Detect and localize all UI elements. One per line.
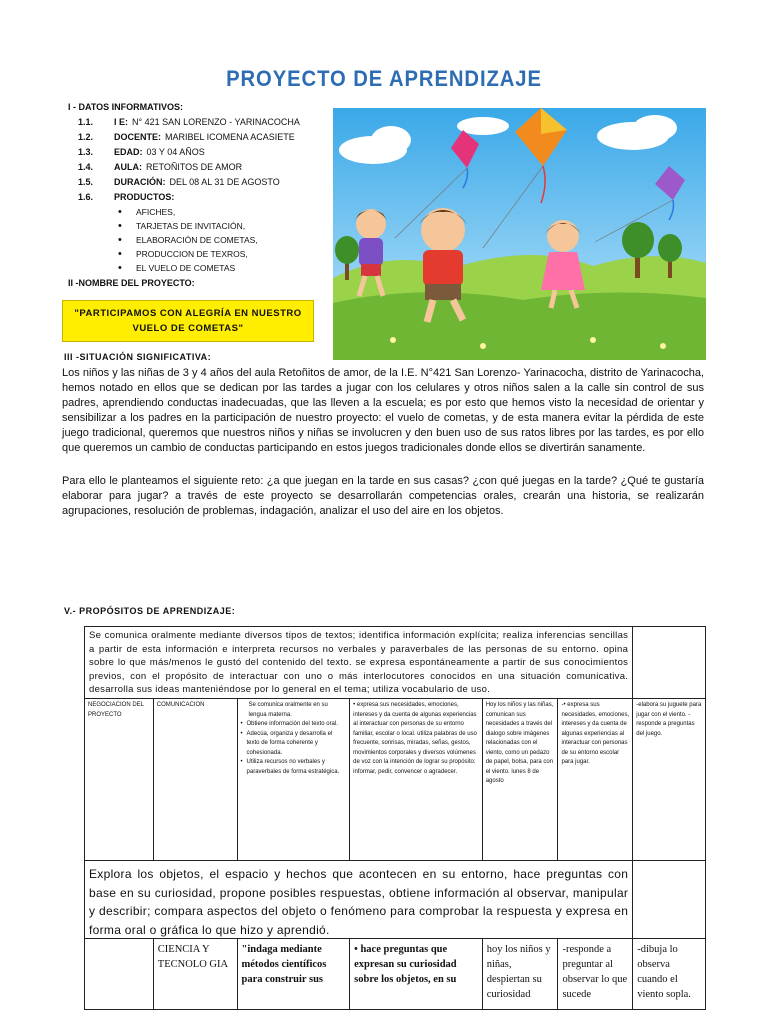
info-label: EDAD: (114, 147, 143, 157)
table-cell-desempeno: • expresa sus necesidades, emociones, intereses y da cuenta de algunas experiencias al interactuar con personas de su entorno familiar, escolar o local. utiliza palabras de uso frecuente, sonrisas, miradas, señas, gestos, movimientos corporales y diversos volúmenes de voz con la intención de lograr su propósito: informar, pedir, convencer o agradecer. (350, 699, 483, 860)
info-label: PRODUCTOS: (114, 192, 175, 202)
capacidad-item: • Adecúa, organiza y desarrolla el texto de forma coherente y cohesionada. (241, 730, 347, 759)
producto-item: • AFICHES, (114, 205, 338, 219)
info-num: 1.5. (78, 177, 94, 187)
capacidad-item: • Utiliza recursos no verbales y paraverbales de forma estratégica. (241, 758, 347, 777)
datos-informativos (68, 100, 338, 291)
info-row (68, 175, 338, 190)
page-title: PROYECTO DE APRENDIZAJE (226, 66, 542, 91)
table-row (85, 627, 705, 699)
project-name-box (62, 300, 314, 342)
propositos-heading: V.- PROPÓSITOS DE APRENDIZAJE: (64, 606, 236, 616)
info-row (68, 115, 338, 130)
info-row (68, 190, 338, 205)
table-cell-competencia-text: Explora los objetos, el espacio y hechos que acontecen en su entorno, hace preguntas con base en su curiosidad, propone posibles respuestas, obtiene información al observar, manipular y describir; compara aspectos del objeto o fenómeno para comprobar la respuesta y expresa en forma oral o gráfica lo que hizo y aprendió. (85, 861, 633, 938)
table-cell-evidencia: -dibuja lo observa cuando el viento sopla. (637, 944, 691, 1000)
producto-item: • PRODUCCION DE TEXROS, (114, 247, 338, 261)
table-cell-empty (633, 861, 705, 938)
table-cell-criterio: -• expresa sus necesidades, emociones, intereses y da cuenta de algunas experiencias al interactuar con personas de su entorno escolar para jugar. (558, 699, 633, 860)
productos-list (114, 205, 338, 275)
producto-item: • TARJETAS DE INVITACIÓN, (114, 219, 338, 233)
situacion-paragraph-2: Para ello le planteamos el siguiente reto: ¿a que juegan en la tarde en sus casas? ¿con qué juegas en la tarde? ¿Qué te gustaría elaborar para jugar? a través de este proyecto se desarrollarán competencias orales, crearán una historia, se realizarán agrupaciones, resolución de problemas, indagación, analizar el uso del aire en los objetos. (62, 475, 704, 517)
competencia-intro: Se comunica oralmente en su lengua materna. (248, 702, 328, 718)
producto-item: • ELABORACIÓN DE COMETAS, (114, 233, 338, 247)
table-cell-negociacion (85, 939, 154, 1009)
table-cell-competencia-text: Se comunica oralmente mediante diversos tipos de textos; identifica información explícita; realiza inferencias sencillas a partir de esta información e interpreta recursos no verbales y paraverbales de las personas de su entorno. opina sobre lo que más/menos le gustó del contenido del texto. se expresa espontáneamente a partir de sus conocimientos previos, con el propósito de interactuar con uno o más interlocutores conocidos en una situación comunicativa. desarrolla sus ideas manteniéndose por lo general en el tema; utiliza vocabulario de uso. (85, 627, 633, 698)
table-row (85, 861, 705, 939)
table-row (85, 939, 705, 1009)
info-label: DOCENTE: (114, 132, 161, 142)
table-cell-desempeno: • hace preguntas que expresan su curiosidad sobre los objetos, en su (350, 939, 483, 1009)
table-cell-actividad: hoy los niños y niñas, despiertan su curiosidad (483, 939, 559, 1009)
table-cell-competencia: "indaga mediante métodos científicos para construir sus (238, 939, 351, 1009)
table-row (85, 699, 705, 861)
info-num: 1.2. (78, 132, 94, 142)
situacion-paragraph-1: Los niños y las niñas de 3 y 4 años del aula Retoñitos de amor, de la I.E. N°421 San Lorenzo- Yarinacocha, distrito de Yarinacocha, hemos notado en ellos que se dedican por las tardes a jugar con los celulares y otros niños salen a la calle sin control de sus padres, aprendiendo conductas inadecuadas, que las lleven a la escuela; es por esto que hemos visto la necesidad de orientar y sensibilizar a los padres en la participación de nuestro proyecto: el vuelo de cometas, y de esta manera evitar la pérdida de este juego tradicional, queremos que nuestros niños y niñas se involucren y den buen uso de sus ratos libres por las tardes, es por ello que queremos un cambio de conductas participando en estos juegos tradicionales donde ellos se divertirán sanamente. (62, 367, 704, 454)
table-cell-criterio: -responde a preguntar al observar lo que sucede (558, 939, 633, 1009)
nombre-heading: II -NOMBRE DEL PROYECTO: (68, 278, 195, 288)
info-label: DURACIÓN: (114, 177, 166, 187)
capacidad-item: • Obtiene información del texto oral. (241, 720, 347, 730)
info-label: I E: (114, 117, 129, 127)
table-cell-evidencia: -elabora su juguete para jugar con el viento. -responde a preguntas del juego. (636, 702, 702, 737)
table-cell-empty (633, 627, 705, 698)
table-cell-negociacion: NEGOCIACION DEL PROYECTO (85, 699, 154, 860)
info-row (68, 160, 338, 175)
info-num: 1.6. (78, 192, 94, 202)
info-num: 1.3. (78, 147, 94, 157)
propositos-table (84, 626, 706, 1010)
info-num: 1.1. (78, 117, 94, 127)
table-cell-competencia (238, 699, 351, 860)
info-value: DEL 08 AL 31 DE AGOSTO (169, 177, 280, 187)
info-value: 03 Y 04 AÑOS (146, 147, 205, 157)
info-value: RETOÑITOS DE AMOR (146, 162, 243, 172)
situacion-heading: III -SITUACIÓN SIGNIFICATIVA: (64, 352, 212, 362)
info-label: AULA: (114, 162, 142, 172)
kids-flying-kites-illustration (333, 108, 706, 360)
info-row (68, 145, 338, 160)
table-cell-area: CIENCIA Y TECNOLO GIA (154, 939, 238, 1009)
info-row (68, 130, 338, 145)
info-value: MARIBEL ICOMENA ACASIETE (165, 132, 295, 142)
capacidades-list (241, 720, 347, 777)
producto-item: • EL VUELO DE COMETAS (114, 261, 338, 275)
info-value: N° 421 SAN LORENZO - YARINACOCHA (132, 117, 300, 127)
datos-heading: I - DATOS INFORMATIVOS: (68, 102, 183, 112)
table-cell-area: COMUNICACION (154, 699, 238, 860)
info-num: 1.4. (78, 162, 94, 172)
table-cell-actividad: Hoy los niños y las niñas, comunican sus necesidades a través del dialogo sobre imágenes relacionadas con el viento, como un pedazo de papel, bolsa, para con el viento. lunes 8 de agosto (483, 699, 559, 860)
project-name: "PARTICIPAMOS CON ALEGRÍA EN NUESTRO VUELO DE COMETAS" (74, 308, 302, 334)
